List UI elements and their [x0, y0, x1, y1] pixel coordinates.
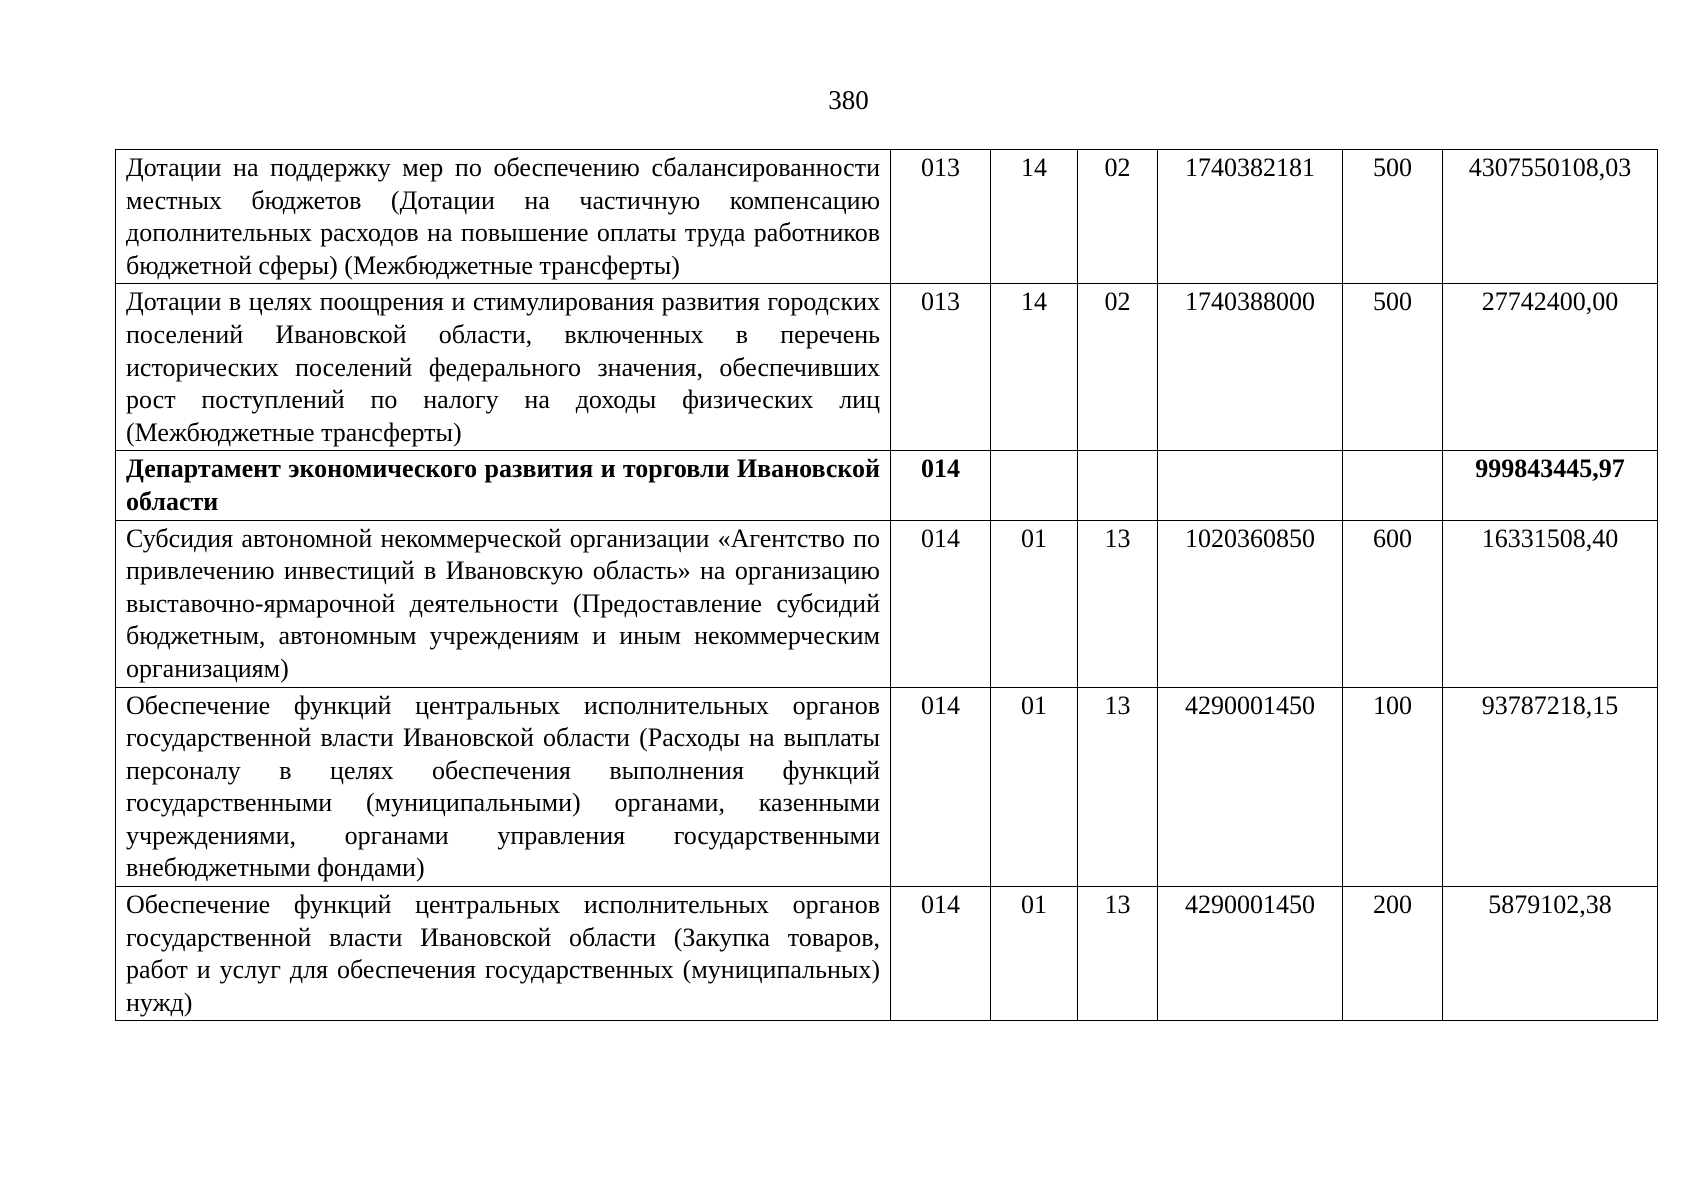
section-cell: 14 [991, 150, 1078, 284]
admin-code-cell: 014 [891, 887, 991, 1021]
section-cell: 01 [991, 887, 1078, 1021]
department-total-amount: 999843445,97 [1443, 451, 1658, 520]
row-description: Обеспечение функций центральных исполнительных органов государственной власти Ивановской области (Расходы на выплаты персоналу в целях обеспечения выполнения функций государственными (муниципальными) органами, казенными учреждениями, органами управления государственными внебюджетными фондами) [116, 687, 891, 887]
section-cell: 14 [991, 284, 1078, 451]
table-row [116, 887, 1658, 1021]
expense-type-cell: 200 [1343, 887, 1443, 1021]
subsection-cell: 13 [1078, 687, 1158, 887]
subsection-cell: 02 [1078, 284, 1158, 451]
target-article-cell: 1020360850 [1158, 520, 1343, 687]
admin-code-cell: 013 [891, 284, 991, 451]
target-article-cell: 1740388000 [1158, 284, 1343, 451]
section-cell: 01 [991, 687, 1078, 887]
department-title: Департамент экономического развития и торговли Ивановской области [116, 451, 891, 520]
table-row [116, 520, 1658, 687]
section-cell: 01 [991, 520, 1078, 687]
table-row [116, 687, 1658, 887]
subsection-cell [1078, 451, 1158, 520]
department-row [116, 451, 1658, 520]
amount-cell: 93787218,15 [1443, 687, 1658, 887]
budget-table [115, 149, 1658, 1021]
amount-cell: 16331508,40 [1443, 520, 1658, 687]
row-description: Дотации в целях поощрения и стимулирования развития городских поселений Ивановской области, включенных в перечень исторических поселений федерального значения, обеспечивших рост поступлений по налогу на доходы физических лиц (Межбюджетные трансферты) [116, 284, 891, 451]
expense-type-cell: 500 [1343, 284, 1443, 451]
target-article-cell: 4290001450 [1158, 687, 1343, 887]
amount-cell: 5879102,38 [1443, 887, 1658, 1021]
admin-code-cell: 013 [891, 150, 991, 284]
target-article-cell: 4290001450 [1158, 887, 1343, 1021]
subsection-cell: 13 [1078, 887, 1158, 1021]
table-row [116, 284, 1658, 451]
expense-type-cell: 600 [1343, 520, 1443, 687]
target-article-cell: 1740382181 [1158, 150, 1343, 284]
target-article-cell [1158, 451, 1343, 520]
row-description: Субсидия автономной некоммерческой организации «Агентство по привлечению инвестиций в Ивановскую область» на организацию выставочно-ярмарочной деятельности (Предоставление субсидий бюджетным, автономным учреждениям и иным некоммерческим организациям) [116, 520, 891, 687]
subsection-cell: 02 [1078, 150, 1158, 284]
expense-type-cell: 500 [1343, 150, 1443, 284]
page-number: 380 [828, 85, 869, 115]
admin-code-cell: 014 [891, 451, 991, 520]
row-description: Дотации на поддержку мер по обеспечению сбалансированности местных бюджетов (Дотации на частичную компенсацию дополнительных расходов на повышение оплаты труда работников бюджетной сферы) (Межбюджетные трансферты) [116, 150, 891, 284]
row-description: Обеспечение функций центральных исполнительных органов государственной власти Ивановской области (Закупка товаров, работ и услуг для обеспечения государственных (муниципальных) нужд) [116, 887, 891, 1021]
amount-cell: 27742400,00 [1443, 284, 1658, 451]
section-cell [991, 451, 1078, 520]
subsection-cell: 13 [1078, 520, 1158, 687]
amount-cell: 4307550108,03 [1443, 150, 1658, 284]
admin-code-cell: 014 [891, 687, 991, 887]
expense-type-cell: 100 [1343, 687, 1443, 887]
table-row [116, 150, 1658, 284]
expense-type-cell [1343, 451, 1443, 520]
admin-code-cell: 014 [891, 520, 991, 687]
